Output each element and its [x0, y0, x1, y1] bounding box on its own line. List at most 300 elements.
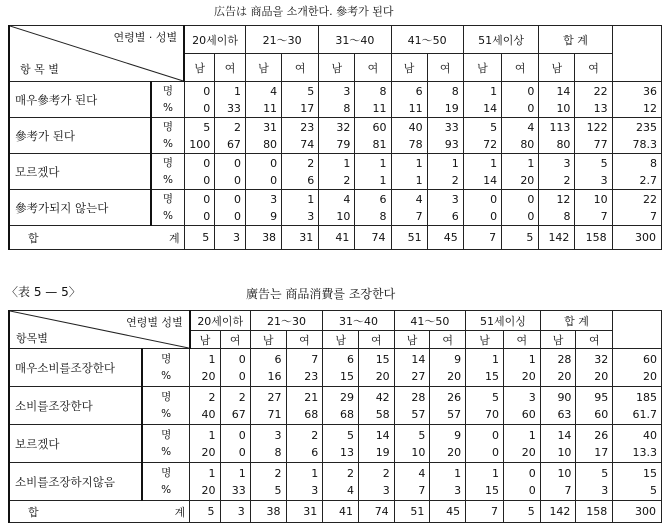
percent-value: 20 [521, 445, 536, 459]
percent-value: 8 [563, 209, 571, 223]
count-value: 9 [454, 352, 462, 366]
percent-value: 5 [274, 483, 282, 497]
percent-value: 74 [300, 137, 315, 151]
data-cell [575, 118, 612, 154]
count-value: 5 [600, 156, 608, 170]
count-value: 1 [208, 466, 216, 480]
table-2-body [9, 349, 662, 501]
percent-value: 68 [339, 407, 354, 421]
data-cell [502, 118, 539, 154]
data-cell [286, 387, 323, 425]
data-cell [503, 425, 540, 463]
data-cell [391, 190, 427, 226]
data-cell [319, 118, 355, 154]
percent-value: 20 [557, 369, 572, 383]
data-cell [502, 82, 539, 118]
gender-female: 여 [502, 54, 539, 82]
percent-value: 2.7 [639, 173, 657, 187]
total-cell: 7 [463, 226, 501, 250]
gender-female: 여 [427, 54, 463, 82]
item-label: 參考가 된다 [9, 118, 151, 154]
percent-value: 78.3 [632, 137, 657, 151]
percent-value: 0 [233, 209, 241, 223]
percent-value: 7 [564, 483, 572, 497]
gender-female: 여 [430, 331, 466, 349]
count-value: 122 [586, 120, 608, 134]
percent-value: 3 [382, 483, 390, 497]
percent-value: 13.3 [632, 445, 657, 459]
percent-value: 11 [372, 101, 387, 115]
gender-female: 여 [575, 54, 612, 82]
data-cell [250, 463, 286, 501]
data-cell [427, 190, 463, 226]
percent-value: 14 [483, 101, 498, 115]
data-cell [391, 154, 427, 190]
data-cell [466, 387, 504, 425]
count-value: 1 [208, 352, 216, 366]
data-cell [184, 154, 215, 190]
total-cell: 5 [502, 226, 539, 250]
percent-value: 57 [447, 407, 462, 421]
total-cell: 300 [612, 226, 661, 250]
percent-value: 15 [484, 483, 499, 497]
table-2-title: 廣告는 商品消費를 조장한다 [246, 287, 396, 301]
data-cell [358, 425, 394, 463]
total-cell: 45 [430, 501, 466, 523]
data-cell [503, 349, 540, 387]
count-value: 8 [379, 84, 387, 98]
total-unit: 계 [151, 226, 184, 250]
data-cell [612, 82, 661, 118]
percent-value: 6 [451, 209, 459, 223]
percent-value: 61.7 [632, 407, 657, 421]
count-value: 32 [594, 352, 609, 366]
total-cell: 3 [220, 501, 250, 523]
item-row [9, 425, 662, 463]
percent-value: 60 [594, 407, 609, 421]
percent-value: 71 [267, 407, 282, 421]
count-value: 5 [346, 428, 354, 442]
data-cell [463, 118, 501, 154]
age-group-header: 21～30 [250, 311, 322, 331]
data-cell [286, 425, 323, 463]
percent-value: 0 [203, 173, 211, 187]
data-cell [184, 118, 215, 154]
percent-value: 20 [447, 369, 462, 383]
total-cell: 5 [503, 501, 540, 523]
count-value: 31 [263, 120, 278, 134]
count-value: 14 [375, 428, 390, 442]
data-cell [576, 349, 613, 387]
percent-value: 2 [451, 173, 459, 187]
percent-value: 5 [650, 483, 657, 497]
percent-value: 19 [375, 445, 390, 459]
count-value: 42 [375, 390, 390, 404]
count-value: 28 [557, 352, 572, 366]
percent-value: 11 [408, 101, 423, 115]
count-value: 2 [208, 390, 216, 404]
count-value: 1 [454, 466, 462, 480]
count-value: 6 [415, 84, 423, 98]
data-cell [355, 118, 391, 154]
unit-count: 명 [161, 390, 172, 403]
total-cell: 41 [319, 226, 355, 250]
percent-value: 100 [189, 137, 211, 151]
data-cell [427, 154, 463, 190]
data-cell [394, 387, 430, 425]
count-value: 10 [593, 192, 608, 206]
unit-cell [151, 118, 184, 154]
count-value: 5 [601, 466, 609, 480]
data-cell [427, 118, 463, 154]
age-group-header: 20세이하 [190, 311, 251, 331]
total-cell: 74 [355, 226, 391, 250]
percent-value: 2 [563, 173, 571, 187]
data-cell [576, 463, 613, 501]
gender-male: 남 [190, 331, 220, 349]
percent-value: 0 [238, 445, 246, 459]
header-corner-top: 연령별 성별 [126, 316, 183, 329]
item-row [9, 154, 662, 190]
data-cell [612, 118, 661, 154]
percent-value: 7 [650, 209, 657, 223]
count-value: 4 [270, 84, 278, 98]
data-cell [184, 190, 215, 226]
data-cell [539, 190, 575, 226]
age-group-header: 41～50 [394, 311, 465, 331]
count-value: 29 [339, 390, 354, 404]
data-cell [319, 154, 355, 190]
percent-value: 3 [601, 483, 609, 497]
percent-value: 70 [484, 407, 499, 421]
item-row [9, 387, 662, 425]
unit-count: 명 [162, 84, 174, 97]
header-corner [9, 26, 184, 82]
percent-value: 68 [304, 407, 319, 421]
total-cell: 5 [190, 501, 220, 523]
percent-value: 3 [311, 483, 319, 497]
unit-percent: % [162, 173, 173, 186]
count-value: 5 [307, 84, 315, 98]
count-value: 1 [238, 466, 246, 480]
percent-value: 11 [263, 101, 278, 115]
count-value: 15 [643, 466, 657, 480]
unit-cell [142, 387, 190, 425]
count-value: 1 [528, 428, 536, 442]
percent-value: 7 [600, 209, 608, 223]
count-value: 36 [643, 84, 657, 98]
data-cell [503, 387, 540, 425]
item-row [9, 82, 662, 118]
percent-value: 20 [201, 369, 216, 383]
percent-value: 0 [527, 209, 535, 223]
data-cell [466, 463, 504, 501]
data-cell [355, 190, 391, 226]
age-group-header: 51세이싱 [466, 311, 541, 331]
count-value: 0 [203, 192, 211, 206]
percent-value: 80 [556, 137, 571, 151]
data-cell [286, 463, 323, 501]
count-value: 8 [650, 156, 657, 170]
unit-percent: % [161, 369, 172, 382]
percent-value: 80 [520, 137, 535, 151]
data-cell [220, 387, 250, 425]
data-cell [282, 118, 319, 154]
percent-value: 20 [643, 369, 657, 383]
data-cell [358, 349, 394, 387]
percent-value: 20 [521, 369, 536, 383]
item-label: 보르겠다 [9, 425, 142, 463]
count-value: 5 [203, 120, 211, 134]
count-value: 5 [418, 428, 426, 442]
count-value: 3 [563, 156, 571, 170]
count-value: 4 [418, 466, 426, 480]
count-value: 7 [311, 352, 319, 366]
total-cell: 51 [391, 226, 427, 250]
total-label: 합 [9, 226, 151, 250]
header-corner-bottom: 항 목 별 [20, 63, 59, 76]
total-cell: 74 [358, 501, 394, 523]
unit-cell [142, 425, 190, 463]
total-cell: 142 [539, 226, 575, 250]
percent-value: 10 [556, 101, 571, 115]
data-cell [323, 425, 359, 463]
item-label: 매우소비를조장한다 [9, 349, 142, 387]
data-cell [282, 82, 319, 118]
unit-count: 명 [162, 120, 174, 133]
data-cell [613, 463, 662, 501]
data-cell [323, 463, 359, 501]
item-row [9, 190, 662, 226]
data-cell [575, 190, 612, 226]
count-value: 1 [491, 352, 499, 366]
total-cell: 142 [540, 501, 576, 523]
percent-value: 67 [226, 137, 241, 151]
gender-male: 남 [394, 331, 430, 349]
data-cell [286, 349, 323, 387]
count-value: 6 [274, 352, 282, 366]
count-value: 3 [274, 428, 282, 442]
percent-value: 33 [226, 101, 241, 115]
count-value: 0 [203, 156, 211, 170]
count-value: 60 [643, 352, 657, 366]
count-value: 14 [411, 352, 426, 366]
data-cell [575, 154, 612, 190]
percent-value: 23 [304, 369, 319, 383]
data-cell [391, 118, 427, 154]
count-value: 5 [490, 120, 498, 134]
item-row [9, 349, 662, 387]
count-value: 2 [382, 466, 390, 480]
percent-value: 19 [444, 101, 459, 115]
data-cell [502, 154, 539, 190]
percent-value: 20 [375, 369, 390, 383]
percent-value: 7 [418, 483, 426, 497]
percent-value: 16 [267, 369, 282, 383]
data-cell [612, 190, 661, 226]
gender-female: 여 [503, 331, 540, 349]
percent-value: 6 [311, 445, 319, 459]
percent-value: 10 [411, 445, 426, 459]
percent-value: 8 [343, 101, 351, 115]
gender-male: 남 [184, 54, 215, 82]
count-value: 12 [556, 192, 571, 206]
total-cell: 31 [286, 501, 323, 523]
age-group-header: 41～50 [391, 26, 463, 54]
unit-percent: % [161, 407, 172, 420]
count-value: 1 [307, 192, 315, 206]
gender-male: 남 [539, 54, 575, 82]
unit-cell [142, 349, 190, 387]
count-value: 9 [454, 428, 462, 442]
data-cell [391, 82, 427, 118]
data-cell [463, 190, 501, 226]
unit-percent: % [161, 445, 172, 458]
data-cell [358, 387, 394, 425]
percent-value: 14 [483, 173, 498, 187]
data-cell [190, 425, 220, 463]
total-cell: 158 [576, 501, 613, 523]
percent-value: 0 [490, 209, 498, 223]
data-cell [190, 463, 220, 501]
count-value: 28 [411, 390, 426, 404]
table-2 [8, 310, 662, 523]
percent-value: 20 [201, 445, 216, 459]
count-value: 0 [528, 466, 536, 480]
count-value: 235 [636, 120, 657, 134]
header-corner [9, 311, 190, 349]
percent-value: 0 [203, 209, 211, 223]
gender-male: 남 [250, 331, 286, 349]
data-cell [576, 387, 613, 425]
item-label: 소비를조장한다 [9, 387, 142, 425]
count-value: 40 [643, 428, 657, 442]
percent-value: 15 [484, 369, 499, 383]
age-group-header: 합 계 [540, 311, 612, 331]
percent-value: 12 [643, 101, 657, 115]
data-cell [502, 190, 539, 226]
gender-female: 여 [355, 54, 391, 82]
blank-header [612, 26, 661, 82]
count-value: 113 [549, 120, 571, 134]
unit-count: 명 [162, 156, 174, 169]
percent-value: 7 [415, 209, 423, 223]
count-value: 0 [238, 428, 246, 442]
age-group-header: 21～30 [245, 26, 318, 54]
percent-value: 3 [307, 209, 315, 223]
percent-value: 20 [520, 173, 535, 187]
item-label: 소비를조장하지않음 [9, 463, 142, 501]
data-cell [540, 463, 576, 501]
percent-value: 9 [270, 209, 278, 223]
count-value: 2 [307, 156, 315, 170]
age-group-header: 20세이하 [184, 26, 245, 54]
percent-value: 79 [336, 137, 351, 151]
count-value: 0 [203, 84, 211, 98]
unit-cell [151, 190, 184, 226]
count-value: 0 [527, 192, 535, 206]
blank-header [613, 311, 662, 349]
data-cell [245, 154, 281, 190]
total-cell: 300 [613, 501, 662, 523]
count-value: 90 [557, 390, 572, 404]
count-value: 0 [490, 192, 498, 206]
count-value: 1 [311, 466, 319, 480]
count-value: 0 [491, 428, 499, 442]
percent-value: 10 [557, 445, 572, 459]
count-value: 3 [528, 390, 536, 404]
count-value: 14 [557, 428, 572, 442]
age-group-header: 51세이상 [463, 26, 539, 54]
data-cell [220, 349, 250, 387]
data-cell [463, 82, 501, 118]
item-label: 모르겠다 [9, 154, 151, 190]
data-cell [427, 82, 463, 118]
data-cell [576, 425, 613, 463]
count-value: 2 [233, 120, 241, 134]
percent-value: 77 [593, 137, 608, 151]
gender-female: 여 [576, 331, 613, 349]
count-value: 4 [343, 192, 351, 206]
count-value: 1 [208, 428, 216, 442]
top-caption: 広告は 商品을 소개한다. 參考가 된다 [214, 5, 394, 18]
percent-value: 17 [594, 445, 609, 459]
data-cell [394, 463, 430, 501]
total-cell: 31 [282, 226, 319, 250]
gender-female: 여 [215, 54, 246, 82]
data-cell [575, 82, 612, 118]
unit-cell [151, 82, 184, 118]
data-cell [430, 463, 466, 501]
total-cell: 3 [215, 226, 246, 250]
data-cell [184, 82, 215, 118]
data-cell [540, 387, 576, 425]
data-cell [539, 82, 575, 118]
data-cell [613, 425, 662, 463]
percent-value: 8 [379, 209, 387, 223]
count-value: 60 [372, 120, 387, 134]
data-cell [355, 154, 391, 190]
total-cell: 41 [323, 501, 359, 523]
unit-count: 명 [161, 466, 172, 479]
count-value: 14 [556, 84, 571, 98]
table-1-body [9, 82, 662, 226]
data-cell [503, 463, 540, 501]
total-row [9, 501, 662, 523]
gender-male: 남 [245, 54, 281, 82]
gender-male: 남 [319, 54, 355, 82]
count-value: 10 [557, 466, 572, 480]
unit-percent: % [161, 483, 172, 496]
count-value: 0 [238, 352, 246, 366]
count-value: 3 [343, 84, 351, 98]
percent-value: 17 [300, 101, 315, 115]
count-value: 22 [643, 192, 657, 206]
percent-value: 78 [408, 137, 423, 151]
data-cell [282, 154, 319, 190]
data-cell [220, 463, 250, 501]
percent-value: 0 [233, 173, 241, 187]
count-value: 21 [304, 390, 319, 404]
percent-value: 0 [203, 101, 211, 115]
data-cell [319, 82, 355, 118]
count-value: 23 [300, 120, 315, 134]
count-value: 2 [238, 390, 246, 404]
data-cell [215, 82, 246, 118]
data-cell [190, 387, 220, 425]
percent-value: 8 [274, 445, 282, 459]
percent-value: 67 [231, 407, 246, 421]
